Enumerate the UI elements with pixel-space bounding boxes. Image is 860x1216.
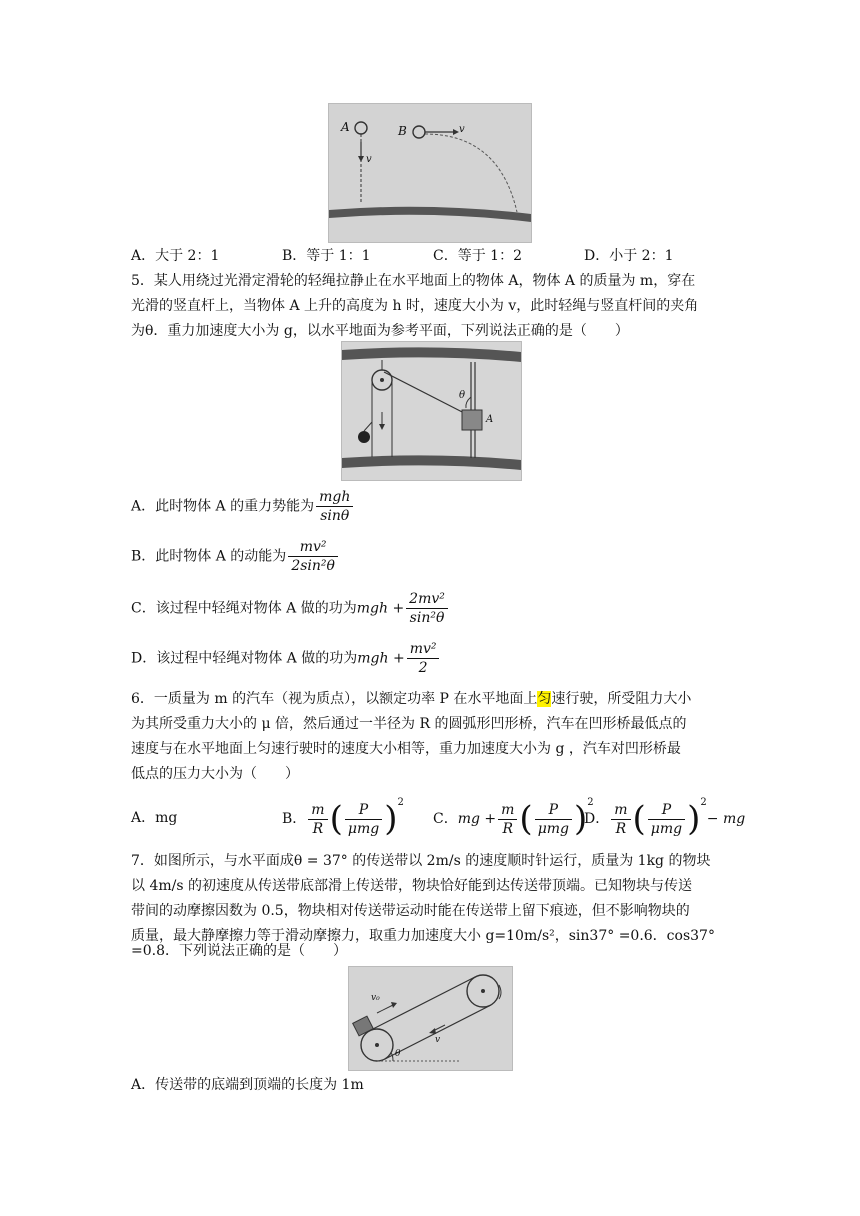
m-over-r-fraction <box>611 801 630 838</box>
fraction-denominator: 2 <box>418 660 428 676</box>
fraction-numerator: mv² <box>288 538 338 557</box>
q6-option-c-prefix: mg + <box>457 811 497 827</box>
q6-option-d-suffix: − mg <box>706 811 746 827</box>
label-v: v <box>435 1035 441 1045</box>
q6-option-a: A．mg <box>131 810 178 826</box>
q5-option-c-text: C．该过程中轻绳对物体 A 做的功为 <box>131 600 357 617</box>
fraction-numerator: mv² <box>407 640 440 659</box>
q5-option-b <box>131 538 340 575</box>
fraction-denominator: sinθ <box>320 508 350 524</box>
q5-option-d-fraction <box>407 640 440 677</box>
q6-option-c <box>433 793 594 838</box>
fraction-numerator: m <box>611 801 630 820</box>
label-v0: v₀ <box>371 993 380 1003</box>
label-v-b: v <box>459 124 465 135</box>
q6-highlight: 匀 <box>537 691 552 707</box>
q5-option-c <box>131 590 450 627</box>
fraction-numerator: m <box>498 801 517 820</box>
q5-option-d <box>131 640 441 677</box>
left-paren: ( <box>632 799 646 839</box>
q5-option-b-fraction <box>288 538 338 575</box>
q6-option-b-label: B． <box>282 811 307 827</box>
label-a: A <box>341 120 350 134</box>
q4-option-b: B．等于 1：1 <box>282 248 371 264</box>
q6-stem-line4: 低点的压力大小为（ ） <box>131 766 299 782</box>
q7-stem-line1: 7．如图所示，与水平面成θ = 37° 的传送带以 2m/s 的速度顺时针运行，质量为 1kg 的物块 <box>131 853 711 869</box>
q6-stem-line2: 为其所受重力大小的 μ 倍，然后通过一半径为 R 的圆弧形凹形桥，汽车在凹形桥最低点的 <box>131 716 687 732</box>
q5-option-b-text: B．此时物体 A 的动能为 <box>131 548 287 565</box>
q5-option-d-prefix: mgh + <box>357 650 405 667</box>
left-paren: ( <box>329 799 343 839</box>
right-paren: ) <box>574 799 588 839</box>
fraction-denominator: R <box>312 820 324 837</box>
q7-option-a: A．传送带的底端到顶端的长度为 1m <box>131 1077 364 1093</box>
fraction-denominator: R <box>502 820 514 837</box>
fraction-numerator: m <box>308 801 327 820</box>
fraction-numerator: mgh <box>316 488 353 507</box>
q5-option-a-text: A．此时物体 A 的重力势能为 <box>131 498 315 515</box>
p-over-umg-fraction <box>648 801 685 838</box>
q6-option-d <box>584 793 745 838</box>
fraction-denominator: sin²θ <box>409 610 445 626</box>
fraction-denominator: μmg <box>650 820 683 837</box>
q5-option-c-prefix: mgh + <box>356 600 405 617</box>
q4-option-a: A．大于 2：1 <box>131 248 220 264</box>
label-theta: θ <box>395 1049 401 1059</box>
q4-option-d: D．小于 2：1 <box>584 248 674 264</box>
q5-stem-line1: 5．某人用绕过光滑定滑轮的轻绳拉静止在水平地面上的物体 A，物体 A 的质量为 m，穿在 <box>131 273 696 289</box>
m-over-r-fraction <box>498 801 517 838</box>
exponent: 2 <box>397 797 404 808</box>
q6-stem-line3: 速度与在水平地面上匀速行驶时的速度大小相等，重力加速度大小为 g ，汽车对凹形桥最 <box>131 741 681 757</box>
fraction-denominator: μmg <box>537 820 570 837</box>
q5-stem-line2: 光滑的竖直杆上，当物体 A 上升的高度为 h 时，速度大小为 v，此时轻绳与竖直杆间的夹角 <box>131 298 699 314</box>
q6-line1-post: 速行驶，所受阻力大小 <box>551 691 692 707</box>
q6-option-c-label: C． <box>433 811 458 827</box>
q5-stem-line3: 为θ．重力加速度大小为 g，以水平地面为参考平面，下列说法正确的是（ ） <box>131 323 629 339</box>
label-v-a: v <box>366 154 372 165</box>
exponent: 2 <box>700 797 707 808</box>
fraction-numerator: P <box>535 801 572 820</box>
q4-option-c: C．等于 1：2 <box>433 248 522 264</box>
q6-option-d-label: D． <box>584 811 610 827</box>
figure-pulley <box>341 341 522 481</box>
q7-stem-line3: 带间的动摩擦因数为 0.5，物块相对传送带运动时能在传送带上留下痕迹，但不影响物块的 <box>131 903 690 919</box>
fraction-numerator: P <box>648 801 685 820</box>
q5-option-a-fraction <box>316 488 353 525</box>
right-paren: ) <box>687 799 701 839</box>
exponent: 2 <box>587 797 594 808</box>
q7-stem-line2: 以 4m/s 的初速度从传送带底部滑上传送带，物块恰好能到达传送带顶端。已知物块与传送 <box>131 878 692 894</box>
label-theta: θ <box>459 390 466 401</box>
figure-projectile <box>328 103 532 243</box>
fraction-denominator: μmg <box>347 820 380 837</box>
p-over-umg-fraction <box>535 801 572 838</box>
figure-conveyor <box>348 966 513 1071</box>
q5-option-c-fraction <box>406 590 448 627</box>
fraction-numerator: 2mv² <box>406 590 448 609</box>
q5-option-d-text: D．该过程中轻绳对物体 A 做的功为 <box>131 650 358 667</box>
q6-option-b <box>282 793 404 838</box>
q7-stem-line4: 质量，最大静摩擦力等于滑动摩擦力，取重力加速度大小 g=10m/s²，sin37° =0.6．cos37° <box>131 928 715 944</box>
right-paren: ) <box>384 799 398 839</box>
label-a-box: A <box>486 414 494 425</box>
left-paren: ( <box>519 799 533 839</box>
q6-line1-pre: 6．一质量为 m 的汽车（视为质点），以额定功率 P 在水平地面上 <box>131 691 538 707</box>
p-over-umg-fraction <box>345 801 382 838</box>
m-over-r-fraction <box>308 801 327 838</box>
q6-stem-line1 <box>131 689 691 709</box>
fraction-denominator: R <box>615 820 627 837</box>
q5-option-a <box>131 488 355 525</box>
label-b: B <box>398 124 407 138</box>
fraction-numerator: P <box>345 801 382 820</box>
q7-stem-line5: =0.8．下列说法正确的是（ ） <box>131 943 347 959</box>
fraction-denominator: 2sin²θ <box>291 558 335 574</box>
